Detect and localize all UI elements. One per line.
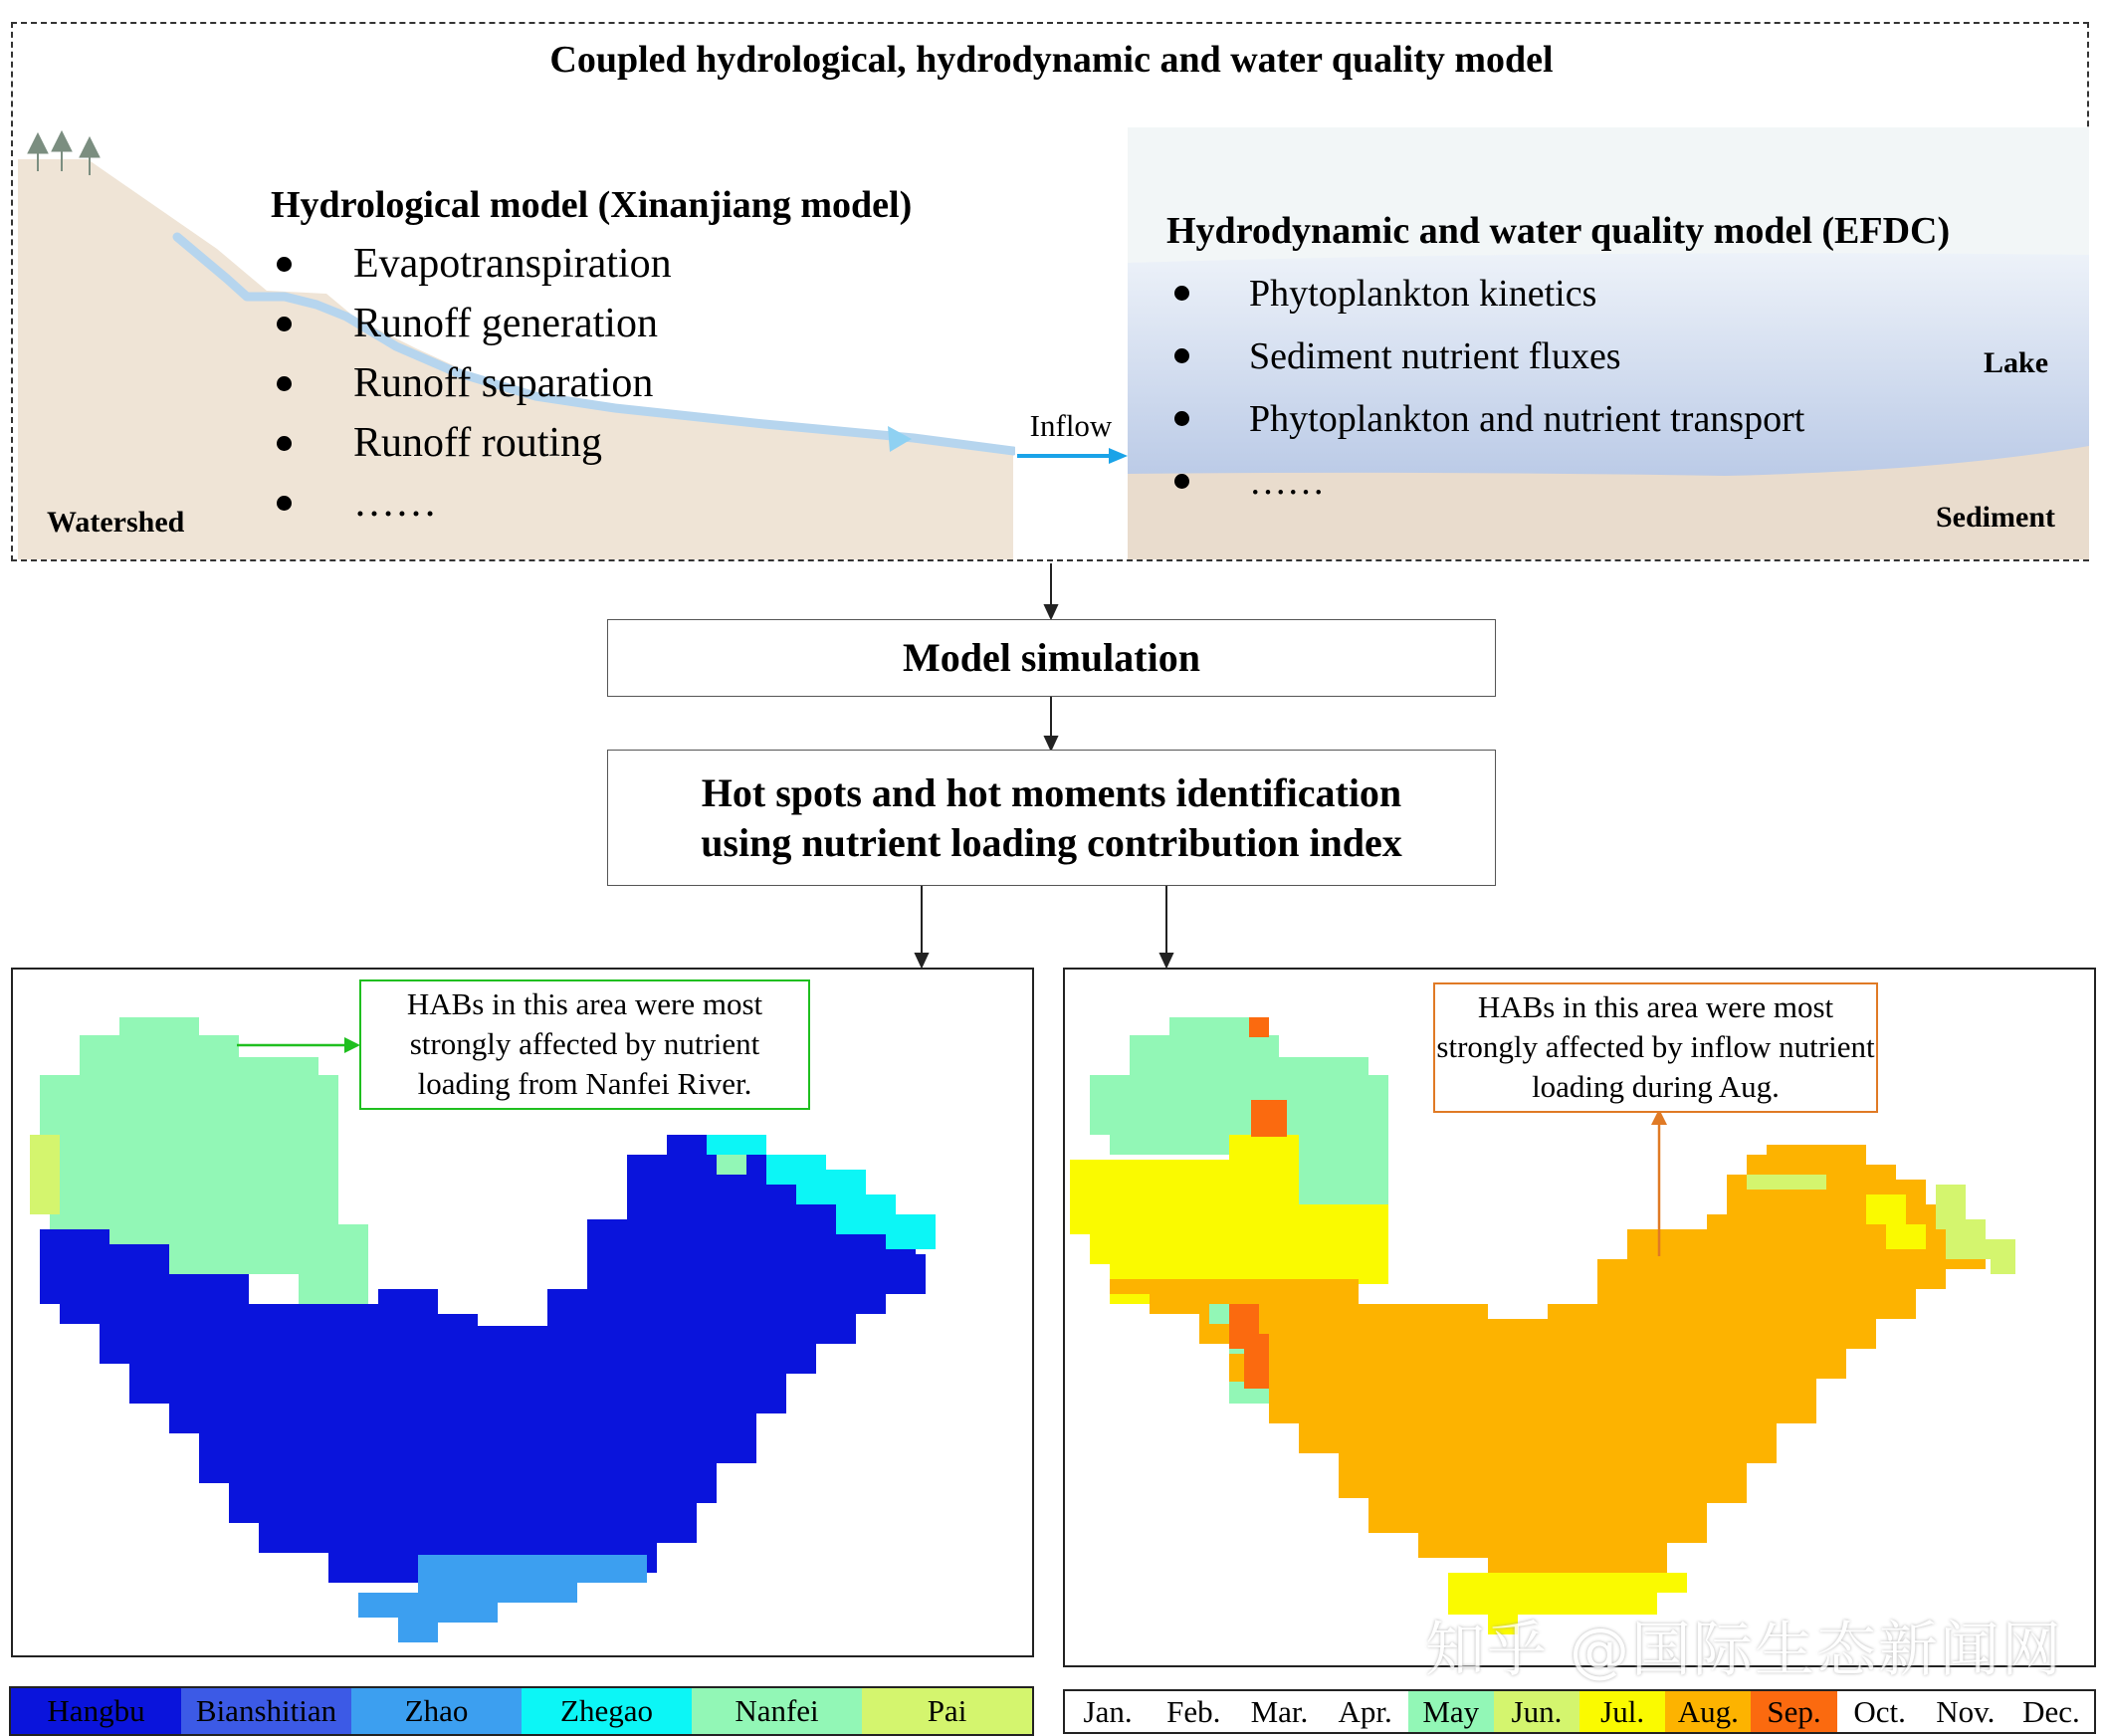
legend-month-sep: Sep. bbox=[1751, 1691, 1836, 1732]
hot-spots-identification-box: Hot spots and hot moments identification using nutrient loading contribution index bbox=[607, 750, 1496, 886]
legend-month-jan: Jan. bbox=[1065, 1691, 1151, 1732]
legend-month-nov: Nov. bbox=[1923, 1691, 2008, 1732]
legend-item-zhegao: Zhegao bbox=[522, 1688, 692, 1734]
legend-month-mar: Mar. bbox=[1236, 1691, 1322, 1732]
pai-region bbox=[30, 1135, 60, 1214]
river-legend bbox=[9, 1686, 1034, 1736]
legend-month-oct: Oct. bbox=[1837, 1691, 1923, 1732]
legend-item-hangbu: Hangbu bbox=[11, 1688, 181, 1734]
legend-month-aug: Aug. bbox=[1665, 1691, 1751, 1732]
callout-pointer-icon bbox=[237, 1033, 364, 1057]
main-title: Coupled hydrological, hydrodynamic and water quality model bbox=[549, 39, 1554, 81]
june-region bbox=[1747, 1175, 1826, 1190]
efdc-model-heading: Hydrodynamic and water quality model (EFDC) bbox=[1166, 210, 1951, 252]
list-item: Runoff routing bbox=[271, 413, 672, 473]
legend-item-nanfei: Nanfei bbox=[692, 1688, 862, 1734]
legend-month-jul: Jul. bbox=[1579, 1691, 1665, 1732]
watershed-label: Watershed bbox=[47, 506, 185, 539]
model-simulation-box: Model simulation bbox=[607, 619, 1496, 697]
sediment-label: Sediment bbox=[1936, 501, 2055, 534]
legend-month-dec: Dec. bbox=[2008, 1691, 2094, 1732]
list-item: Phytoplankton kinetics bbox=[1166, 262, 1804, 325]
lake-label: Lake bbox=[1984, 346, 2049, 379]
september-region bbox=[1251, 1100, 1287, 1137]
legend-month-apr: Apr. bbox=[1323, 1691, 1408, 1732]
legend-month-jun: Jun. bbox=[1494, 1691, 1579, 1732]
list-item: Runoff generation bbox=[271, 294, 672, 353]
list-item: Runoff separation bbox=[271, 353, 672, 413]
list-item: …… bbox=[271, 473, 672, 533]
legend-month-may: May bbox=[1408, 1691, 1494, 1732]
legend-item-zhao: Zhao bbox=[351, 1688, 522, 1734]
hydrological-model-heading: Hydrological model (Xinanjiang model) bbox=[271, 184, 913, 226]
callout-pointer-icon bbox=[1647, 1107, 1671, 1256]
list-item: Sediment nutrient fluxes bbox=[1166, 325, 1804, 387]
list-item: Phytoplankton and nutrient transport bbox=[1166, 387, 1804, 450]
legend-month-feb: Feb. bbox=[1151, 1691, 1236, 1732]
nanfei-small-region bbox=[717, 1155, 746, 1175]
month-legend bbox=[1063, 1689, 2096, 1734]
list-item: …… bbox=[1166, 450, 1804, 513]
watermark: 知乎 @国际生态新闻网 bbox=[1424, 1616, 2063, 1685]
nanfei-callout: HABs in this area were most strongly affected by nutrient loading from Nanfei River. bbox=[359, 979, 810, 1110]
august-callout: HABs in this area were most strongly affected by inflow nutrient loading during Aug. bbox=[1433, 982, 1878, 1113]
legend-item-bianshitian: Bianshitian bbox=[181, 1688, 351, 1734]
inflow-label: Inflow bbox=[1029, 408, 1113, 443]
legend-item-pai: Pai bbox=[862, 1688, 1032, 1734]
september-region bbox=[1249, 1017, 1269, 1037]
list-item: Evapotranspiration bbox=[271, 234, 672, 294]
may-region bbox=[1209, 1304, 1229, 1324]
